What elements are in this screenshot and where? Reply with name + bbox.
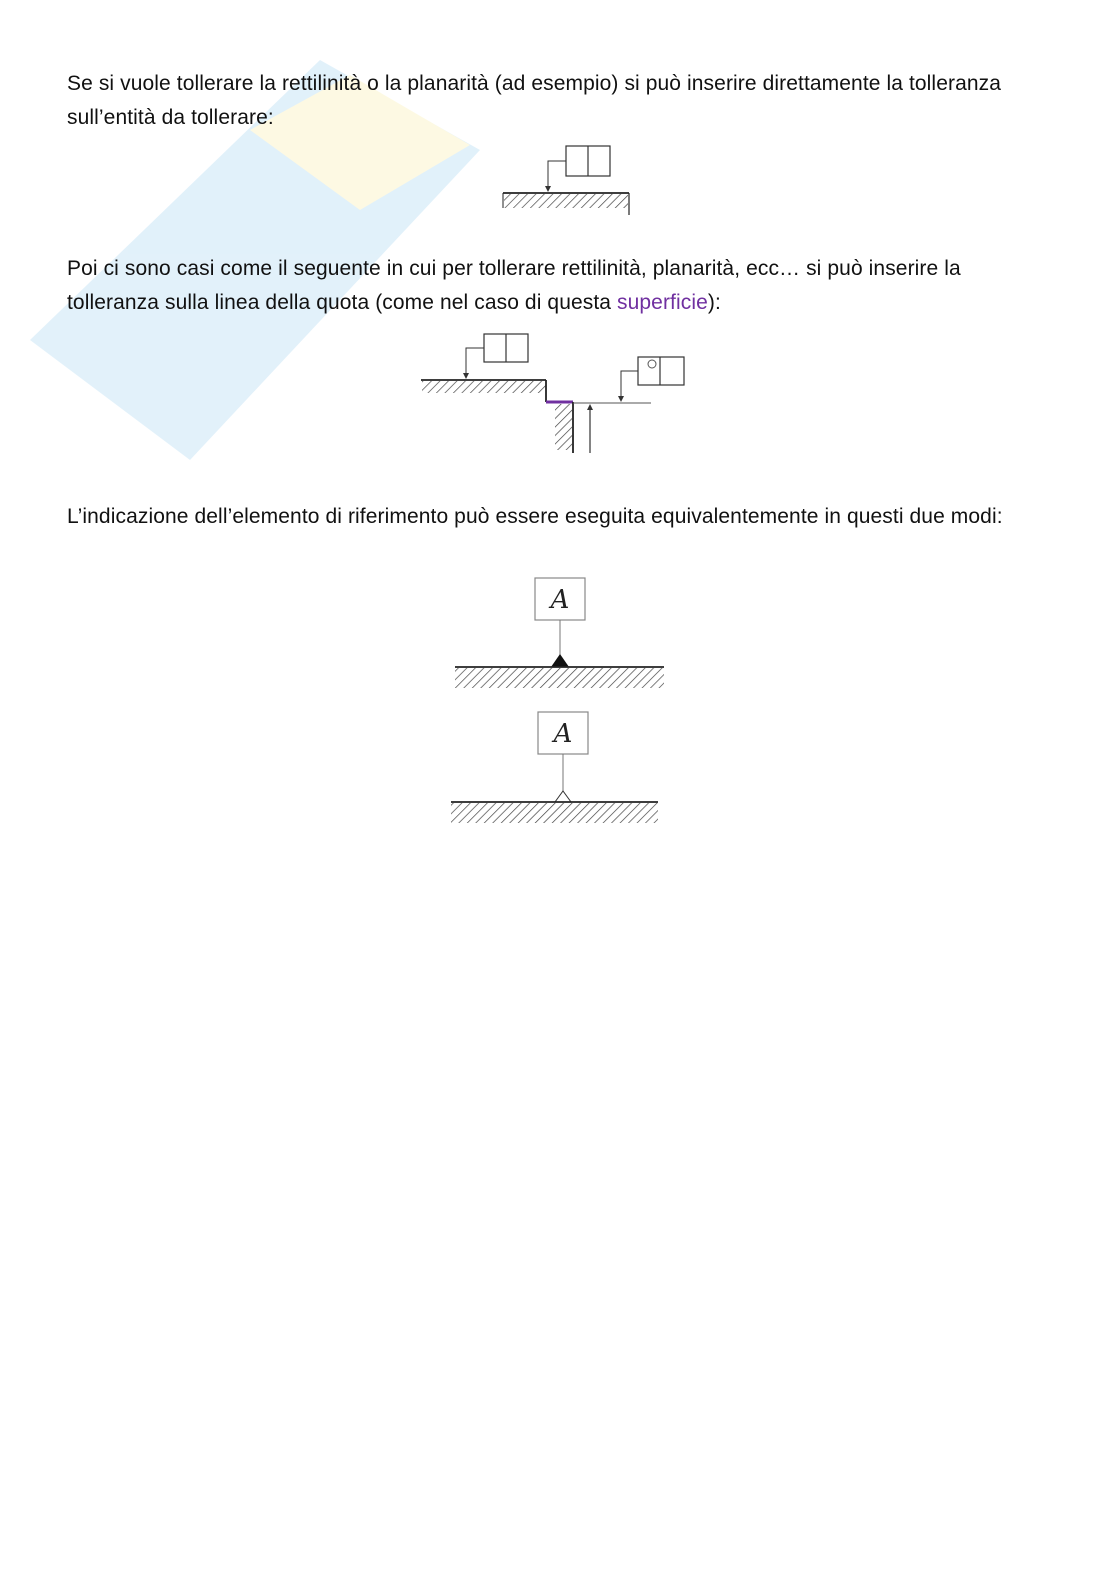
datum-label-a-second: A: [553, 719, 573, 749]
paragraph-quota-text: Poi ci sono casi come il seguente in cui per tollerare rettilinità, planarità, ecc… si può inserire la tolleranza sulla linea della quota (come nel caso di questa: [67, 257, 961, 314]
figure-datum-filled-triangle: [450, 574, 670, 694]
link-superficie[interactable]: superficie: [617, 291, 708, 314]
figure-datum-empty-triangle: [446, 708, 666, 828]
figure-tolerance-on-dimension: [416, 328, 696, 458]
figure-tolerance-on-surface: [496, 140, 636, 220]
paragraph-quota-end: ):: [707, 291, 721, 314]
datum-label-a: A: [550, 585, 570, 615]
paragraph-riferimento: L’indicazione dell’elemento di riferimento può essere eseguita equivalentemente in questi due modi:: [67, 505, 1003, 528]
paragraph-rettilinita: Se si vuole tollerare la rettilinità o la planarità (ad esempio) si può inserire direttamente la tolleranza sull’entità da tollerare:: [67, 72, 1002, 129]
paragraph-quota: [67, 252, 1052, 320]
